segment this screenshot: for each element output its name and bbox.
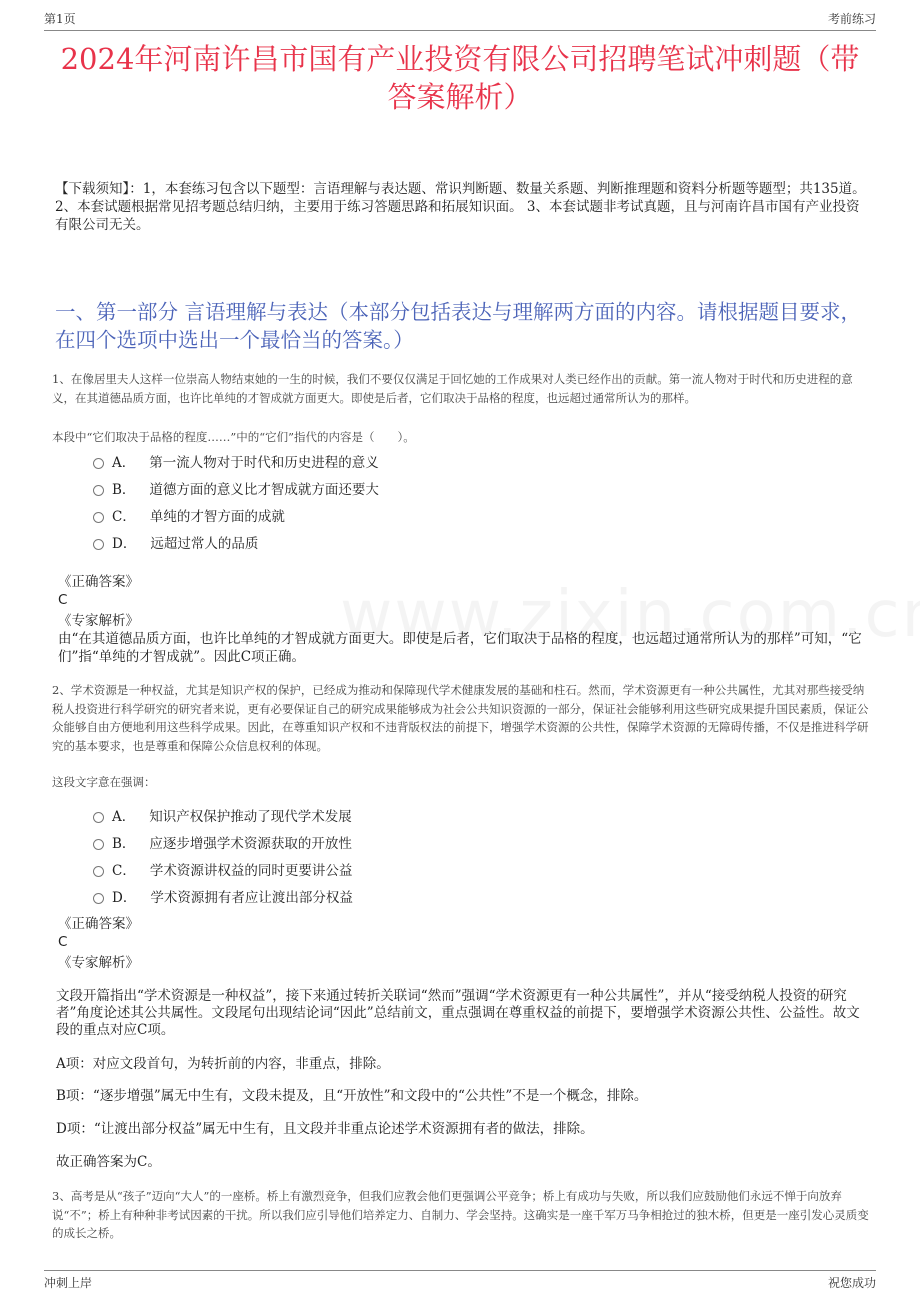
question-1-stem: 1、在像居里夫人这样一位崇高人物结束她的一生的时候，我们不要仅仅满足于回忆她的工作成果对人类已经作出的贡献。第一流人物对于时代和历史进程的意义，在其道德品质方面，也许比单纯的才智成就方面更大。即使是后者，它们取决于品格的程度，也远超过通常所认为的那样。 [52,372,853,405]
radio-icon[interactable] [93,866,104,877]
question-2-stem: 2、学术资源是一种权益，尤其是知识产权的保护，已经成为推动和保障现代学术健康发展的基础和柱石。然而，学术资源更有一种公共属性，尤其对那些接受纳税人投资进行科学研究的研究者来说，更有必要保证自己的研究成果能够成为社会公共知识资源的一部分，保证社会能够利用这些研究成果提升国民素质，保证公众能够自由方便地利用这些科学成果。因此，在尊重知识产权和不违背版权法的前提下，增强学术资源的公共性，保障学术资源的无障碍传播，不仅是推进科学研究的基本要求，也是尊重和保障公众信息权利的体现。 [52,683,869,753]
option-b[interactable]: B． 应逐步增强学术资源获取的开放性 [93,828,593,855]
analysis-item: D项：“让渡出部分权益”属无中生有，且文段并非重点论述学术资源拥有者的做法，排除。 [56,1121,594,1137]
analysis-item: B项：“逐步增强”属无中生有，文段未提及，且“开放性”和文段中的“公共性”不是一个概念，排除。 [56,1088,648,1104]
option-c[interactable]: C． 学术资源讲权益的同时更要讲公益 [93,855,593,882]
option-d[interactable]: D． 远超过常人的品质 [93,528,593,555]
header-label: 考前练习 [827,12,876,26]
download-notice: 【下载须知】：1，本套练习包含以下题型：言语理解与表达题、常识判断题、数量关系题、判断推理题和资料分析题等题型；共135道。 2、本套试题根据常见招考题总结归纳，主要用于练习答题思路和拓展知识面。 3、本套试题非考试真题，且与河南许昌市国有产业投资有限公司无关。 [55,181,866,233]
page-footer [44,1270,876,1291]
question-2-prompt: 这段文字意在强调： [52,775,156,789]
option-a[interactable]: A． 知识产权保护推动了现代学术发展 [93,801,593,828]
analysis-text: 文段开篇指出“学术资源是一种权益”，接下来通过转折关联词“然而”强调“学术资源更有一种公共属性”，并从“接受纳税人投资的研究者”角度论述其公共属性。文段尾句出现结论词“因此”总结前文，重点强调在尊重权益的前提下，要增强学术资源公共性、公益性。故文段的重点对应C项。 [56,988,860,1038]
document-title: 2024年河南许昌市国有产业投资有限公司招聘笔试冲刺题（带答案解析） [60,42,860,114]
analysis-item: A项：对应文段首句，为转折前的内容，非重点，排除。 [56,1056,390,1072]
radio-icon[interactable] [93,458,104,469]
option-d[interactable]: D． 学术资源拥有者应让渡出部分权益 [93,882,593,909]
footer-right-label: 祝您成功 [827,1276,876,1290]
section-heading: 一、第一部分 言语理解与表达（本部分包括表达与理解两方面的内容。请根据题目要求，在四个选项中选出一个最恰当的答案。） [55,300,862,352]
answer-label: 《正确答案》 [58,916,139,932]
radio-icon[interactable] [93,512,104,523]
question-1-options [93,447,593,555]
footer-left-label: 冲刺上岸 [44,1276,93,1290]
analysis-label: 《专家解析》 [58,955,139,971]
radio-icon[interactable] [93,839,104,850]
option-c[interactable]: C． 单纯的才智方面的成就 [93,501,593,528]
question-3-stem: 3、高考是从“孩子”迈向“大人”的一座桥。桥上有激烈竞争，但我们应教会他们更强调公平竞争；桥上有成功与失败，所以我们应鼓励他们永远不惮于向放弃说“不”；桥上有种种非考试因素的干扰。所以我们应引导他们培养定力、自制力、学会坚持。这确实是一座千军万马争相抢过的独木桥，但更是一座引发心灵质变的成长之桥。 [52,1189,869,1240]
option-b[interactable]: B． 道德方面的意义比才智成就方面还要大 [93,474,593,501]
option-a[interactable]: A． 第一流人物对于时代和历史进程的意义 [93,447,593,474]
page-header [44,10,876,31]
analysis-item: 故正确答案为C。 [56,1154,161,1170]
question-2-options [93,801,593,909]
answer-label: 《正确答案》 [58,574,139,590]
analysis-label: 《专家解析》 [58,613,139,629]
answer-value: C [58,934,68,950]
radio-icon[interactable] [93,485,104,496]
page-number: 第1页 [44,12,76,26]
radio-icon[interactable] [93,812,104,823]
analysis-text: 由“在其道德品质方面，也许比单纯的才智成就方面更大。即使是后者，它们取决于品格的程度，也远超过通常所认为的那样”可知，“它们”指“单纯的才智成就”。因此C项正确。 [58,631,862,665]
radio-icon[interactable] [93,539,104,550]
question-1-prompt: 本段中“它们取决于品格的程度……”中的“它们”指代的内容是（ ）。 [52,430,415,444]
radio-icon[interactable] [93,893,104,904]
answer-value: C [58,592,68,608]
